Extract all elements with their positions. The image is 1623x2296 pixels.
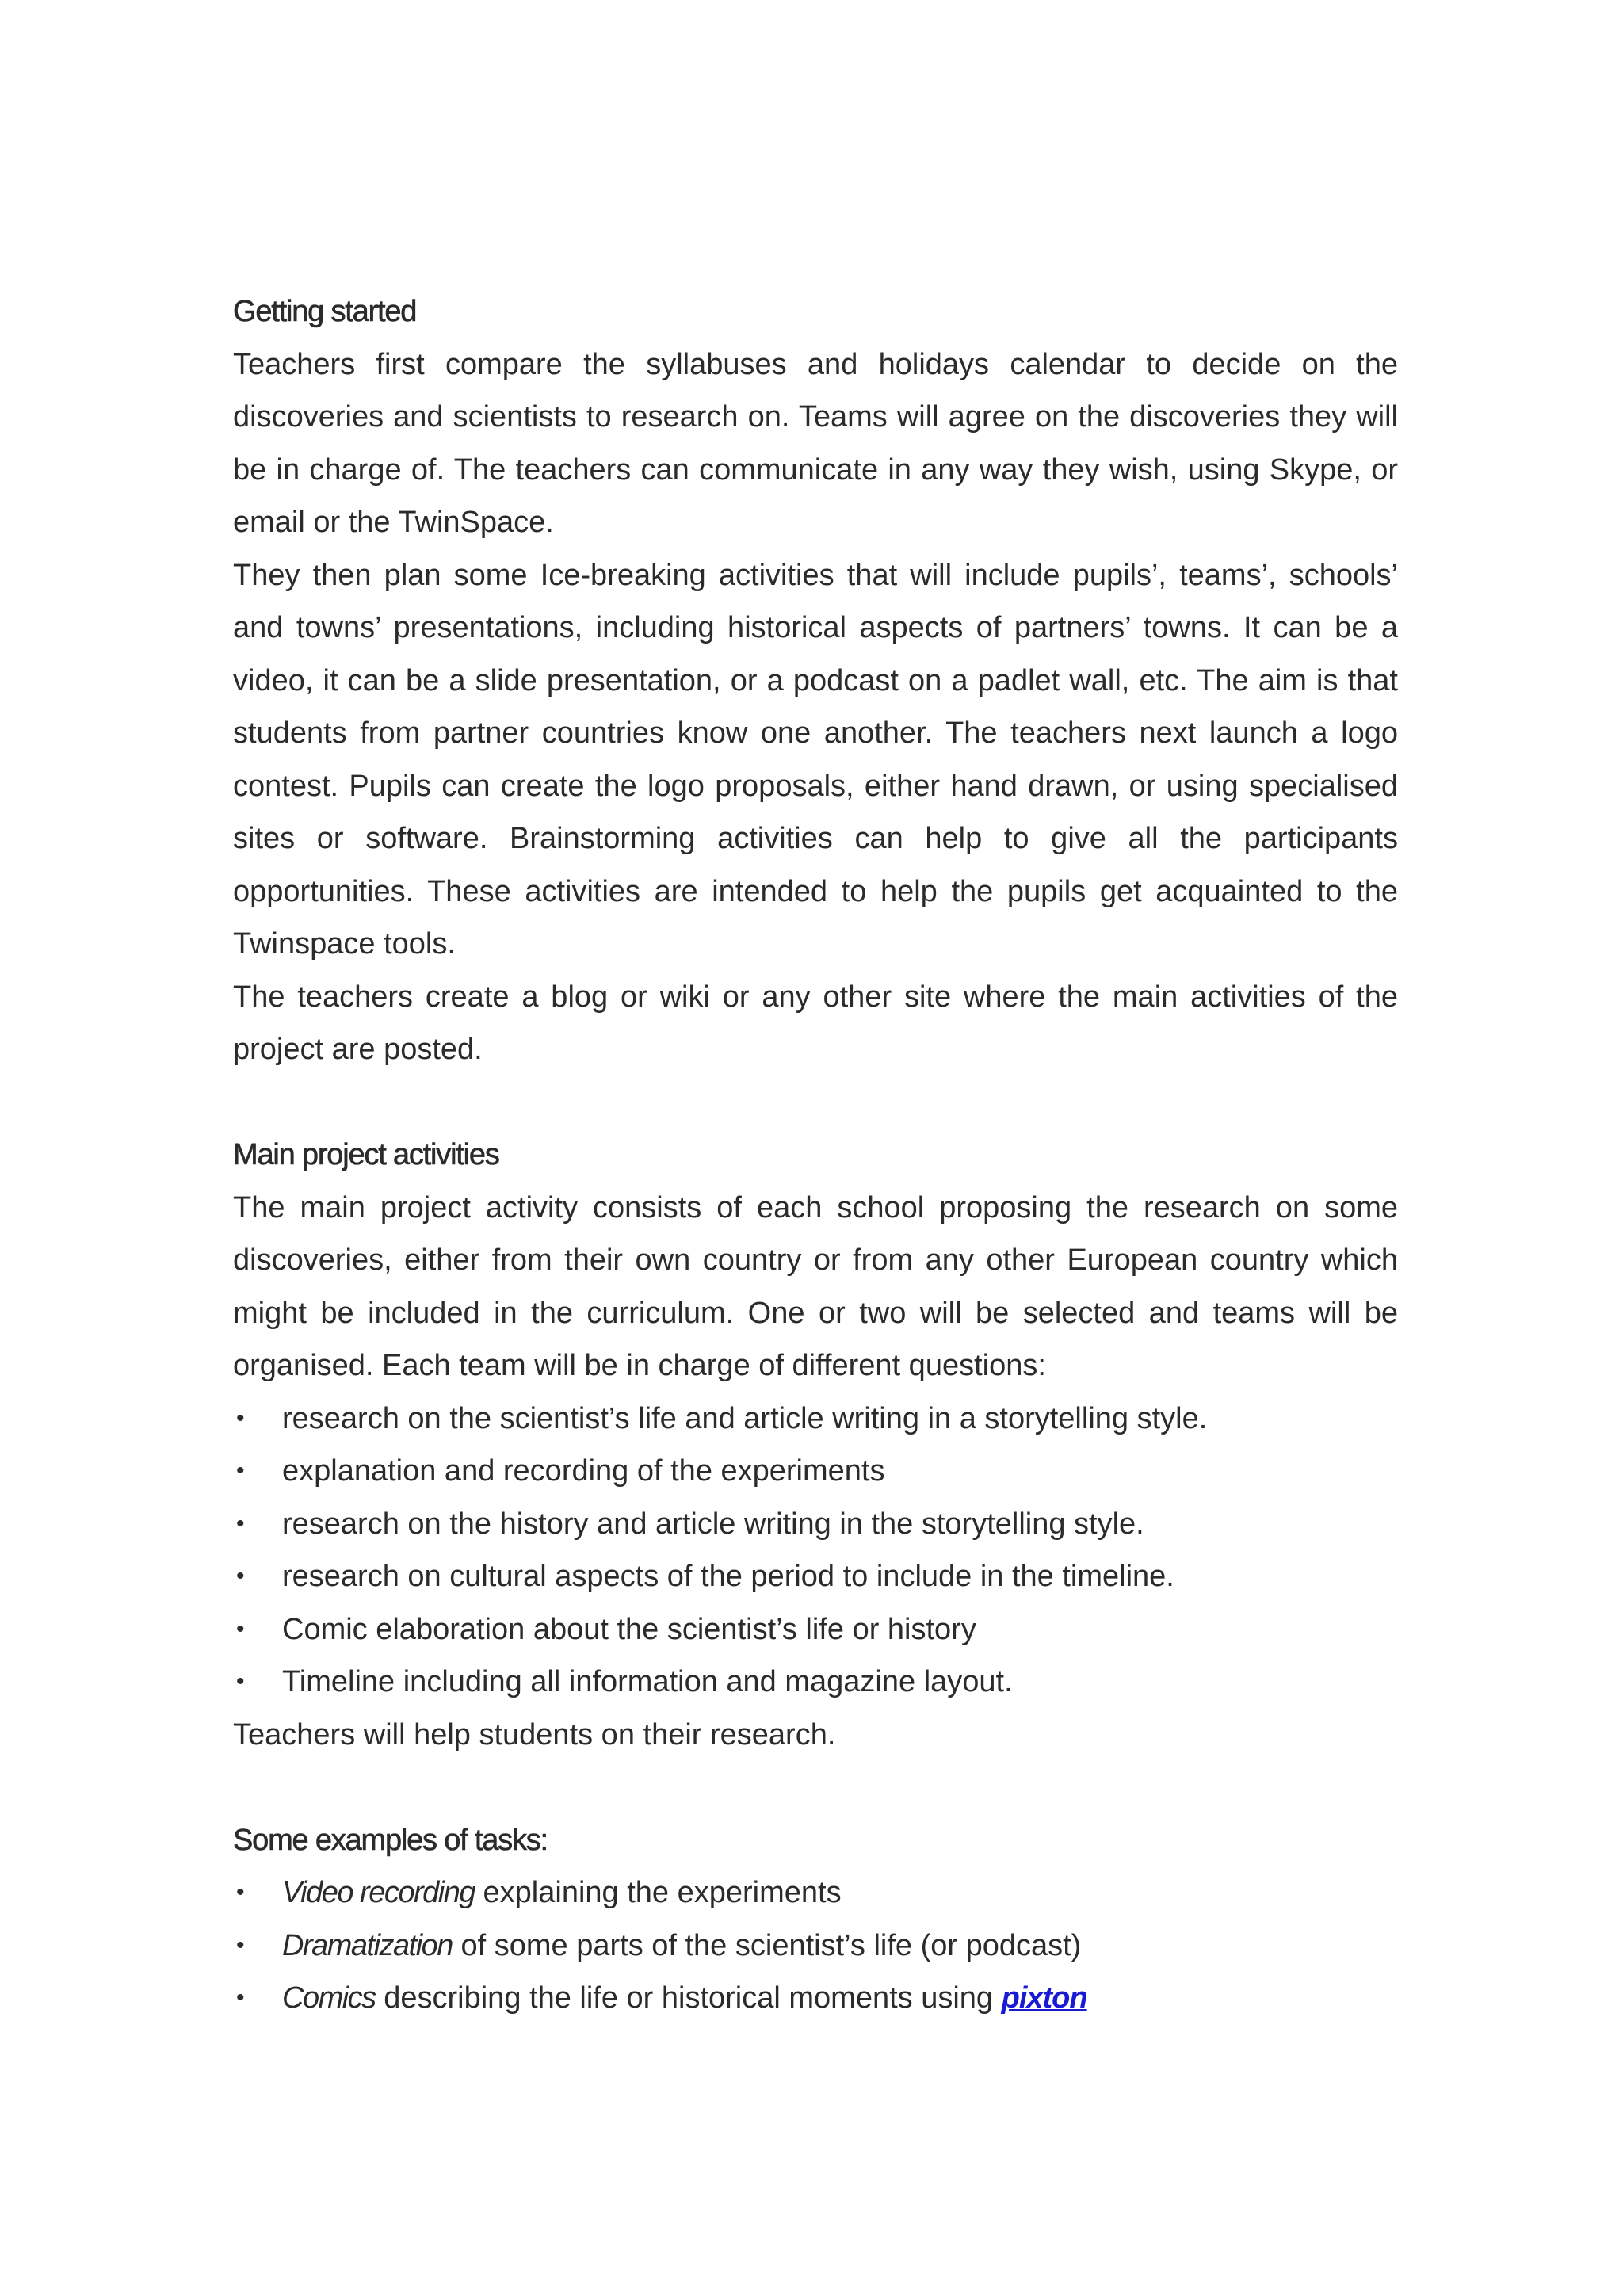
list-item [233, 1603, 1398, 1656]
list-item-text: Comic elaboration about the scientist’s life or history [282, 1612, 976, 1646]
task-emphasis: Video recording [282, 1876, 475, 1909]
list-item-text: explanation and recording of the experiments [282, 1454, 885, 1488]
activity-list [233, 1392, 1398, 1709]
section-heading-main-activities: Main project activities [233, 1138, 499, 1171]
list-item-text: research on cultural aspects of the period to include in the timeline. [282, 1560, 1174, 1593]
list-item [233, 1920, 1398, 1973]
paragraph: They then plan some Ice-breaking activities that will include pupils’, teams’, schools’ and towns’ presentations, including historical aspects of partners’ towns. It can be a video, it can be a slide presentation, or a podcast on a padlet wall, etc. The aim is that students from partner countries know one another. The teachers next launch a logo contest. Pupils can create the logo proposals, either hand drawn, or using specialised sites or software. Brainstorming activities can help to give all the participants opportunities. These activities are intended to help the pupils get acquainted to the Twinspace tools. [233, 558, 1398, 961]
task-emphasis: Comics [282, 1981, 376, 2015]
bullet-icon: • [236, 1615, 245, 1642]
list-item [233, 1445, 1398, 1498]
task-emphasis: Dramatization [282, 1928, 453, 1962]
paragraph: The teachers create a blog or wiki or any other site where the main activities of the project are posted. [233, 980, 1398, 1066]
list-item [233, 1972, 1398, 2025]
bullet-icon: • [236, 1457, 245, 1484]
paragraph: Teachers will help students on their research. [233, 1717, 836, 1752]
bullet-icon: • [236, 1668, 245, 1694]
bullet-icon: • [236, 1879, 245, 1905]
paragraph: The main project activity consists of each school proposing the research on some discoveries, either from their own country or from any other European country which might be included in the curriculum. One or two will be selected and teams will be organised. Each team will be in charge of different questions: [233, 1190, 1398, 1382]
bullet-icon: • [236, 1985, 245, 2011]
paragraph: Teachers first compare the syllabuses and holidays calendar to decide on the discoveries and scientists to research on. Teams will agree on the discoveries they will be in charge of. The teachers can communicate in any way they wish, using Skype, or email or the TwinSpace. [233, 347, 1398, 539]
section-heading-examples: Some examples of tasks: [233, 1823, 548, 1857]
list-item [233, 1656, 1398, 1709]
list-item-text: Timeline including all information and magazine layout. [282, 1665, 1013, 1698]
list-item [233, 1550, 1398, 1603]
document-body [233, 285, 1398, 2025]
task-text: describing the life or historical moments using [375, 1981, 1002, 2015]
spacer [233, 1761, 1398, 1814]
list-item [233, 1866, 1398, 1920]
spacer [233, 1076, 1398, 1129]
list-item-text: research on the scientist’s life and article writing in a storytelling style. [282, 1401, 1208, 1435]
bullet-icon: • [236, 1931, 245, 1958]
task-text: of some parts of the scientist’s life (or podcast) [452, 1928, 1082, 1962]
list-item [233, 1392, 1398, 1446]
task-text: explaining the experiments [474, 1876, 842, 1909]
bullet-icon: • [236, 1404, 245, 1431]
task-list [233, 1866, 1398, 2025]
bullet-icon: • [236, 1510, 245, 1537]
list-item [233, 1498, 1398, 1551]
section-heading-getting-started: Getting started [233, 295, 417, 328]
bullet-icon: • [236, 1563, 245, 1589]
pixton-link[interactable]: pixton [1001, 1981, 1087, 2015]
list-item-text: research on the history and article writing in the storytelling style. [282, 1507, 1144, 1541]
